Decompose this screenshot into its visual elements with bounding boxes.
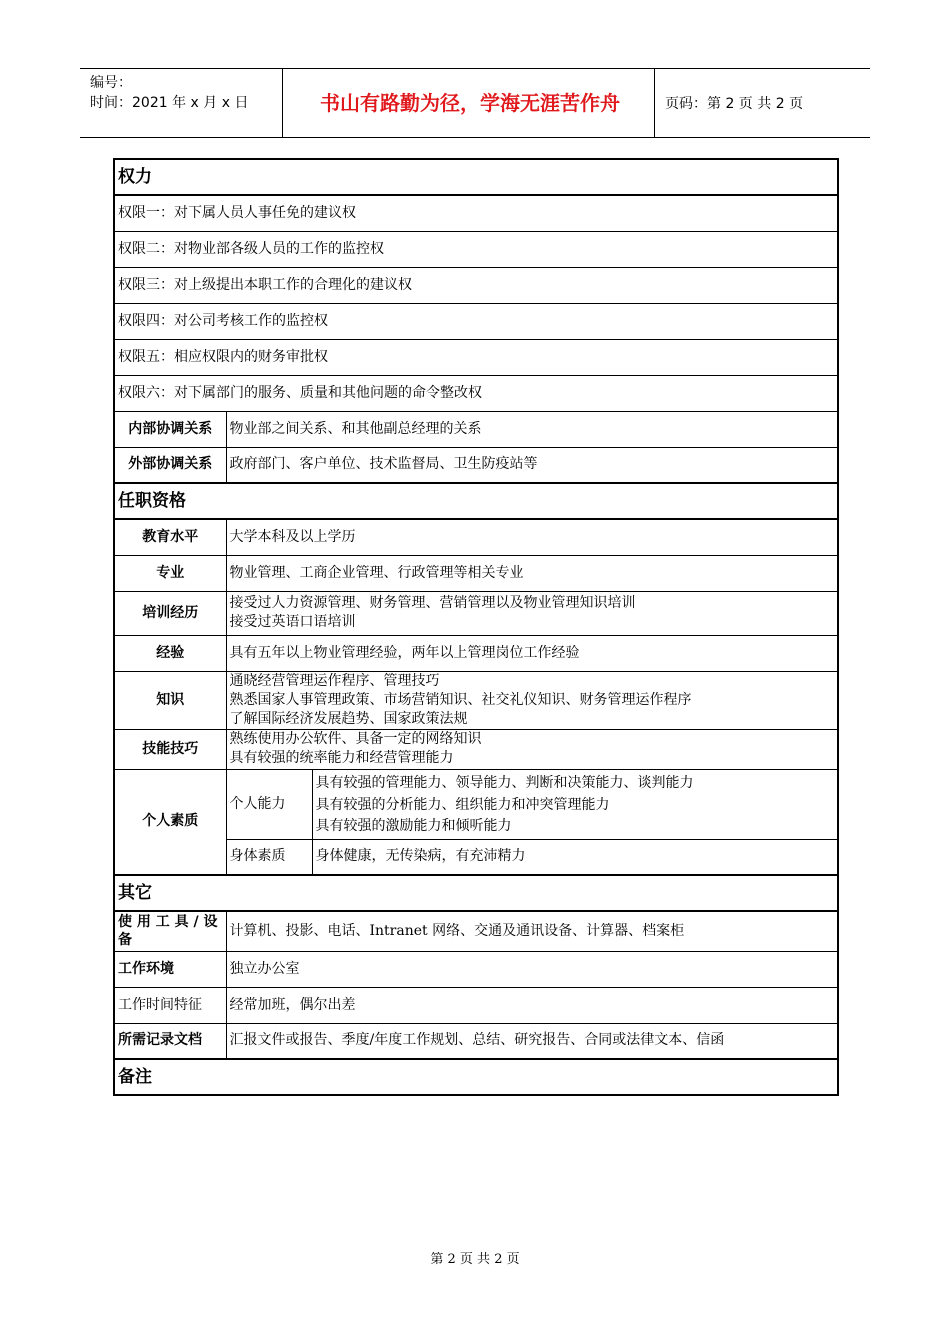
education-label: 教育水平: [114, 519, 226, 555]
major-value: 物业管理、工商企业管理、行政管理等相关专业: [226, 555, 838, 591]
authority-row: [114, 339, 838, 375]
physical-value: 身体健康，无传染病，有充沛精力: [312, 839, 838, 875]
relation-row: [114, 411, 838, 447]
ability-label: 个人能力: [226, 769, 312, 839]
page-footer: 第 2 页 共 2 页: [430, 1252, 520, 1267]
work-time-label: 工作时间特征: [114, 987, 226, 1023]
job-description-table: [113, 158, 839, 1096]
knowledge-value: [226, 671, 838, 729]
authority-item: 权限二：对物业部各级人员的工作的监控权: [114, 231, 838, 267]
qualification-row: [114, 591, 838, 635]
internal-relation-value: 物业部之间关系、和其他副总经理的关系: [226, 411, 838, 447]
external-relation-value: 政府部门、客户单位、技术监督局、卫生防疫站等: [226, 447, 838, 483]
section-power-title: 权力: [114, 159, 838, 195]
other-row: [114, 951, 838, 987]
authority-row: [114, 267, 838, 303]
section-row: [114, 1059, 838, 1095]
other-row: [114, 1023, 838, 1059]
authority-item: 权限五：相应权限内的财务审批权: [114, 339, 838, 375]
qualification-row: [114, 635, 838, 671]
external-relation-label: 外部协调关系: [114, 447, 226, 483]
qualification-row: [114, 671, 838, 729]
ability-value: [312, 769, 838, 839]
knowledge-label: 知识: [114, 671, 226, 729]
experience-label: 经验: [114, 635, 226, 671]
knowledge-line: 了解国际经济发展趋势、国家政策法规: [229, 710, 468, 727]
tools-label: 使 用 工 具 / 设 备: [114, 911, 226, 951]
skills-line: 熟练使用办公软件、具备一定的网络知识: [229, 731, 482, 747]
ability-line: 具有较强的激励能力和倾听能力: [315, 818, 512, 834]
header-meta: [90, 73, 248, 113]
ability-line: 具有较强的分析能力、组织能力和冲突管理能力: [315, 797, 610, 813]
ability-line: 具有较强的管理能力、领导能力、判断和决策能力、谈判能力: [315, 775, 694, 791]
tools-value: 计算机、投影、电话、Intranet 网络、交通及通讯设备、计算器、档案柜: [226, 911, 838, 951]
skills-label: 技能技巧: [114, 729, 226, 769]
section-other-title: 其它: [114, 875, 838, 911]
qualification-row: [114, 519, 838, 555]
qualification-row: [114, 555, 838, 591]
section-remark-title: 备注: [114, 1059, 838, 1095]
header-divider: [654, 69, 655, 137]
experience-value: 具有五年以上物业管理经验，两年以上管理岗位工作经验: [226, 635, 838, 671]
section-row: [114, 159, 838, 195]
authority-item: 权限一：对下属人员人事任免的建议权: [114, 195, 838, 231]
qualification-row: [114, 769, 838, 839]
other-row: [114, 911, 838, 951]
section-row: [114, 483, 838, 519]
physical-label: 身体素质: [226, 839, 312, 875]
records-value: 汇报文件或报告、季度/年度工作规划、总结、研究报告、合同或法律文本、信函: [226, 1023, 838, 1059]
work-environment-value: 独立办公室: [226, 951, 838, 987]
knowledge-line: 熟悉国家人事管理政策、市场营销知识、社交礼仪知识、财务管理运作程序: [229, 691, 692, 708]
major-label: 专业: [114, 555, 226, 591]
qualification-row: [114, 729, 838, 769]
education-value: 大学本科及以上学历: [226, 519, 838, 555]
relation-row: [114, 447, 838, 483]
authority-item: 权限六：对下属部门的服务、质量和其他问题的命令整改权: [114, 375, 838, 411]
authority-item: 权限三：对上级提出本职工作的合理化的建议权: [114, 267, 838, 303]
personal-quality-label: 个人素质: [114, 769, 226, 875]
time-label: 时间：2021 年 x 月 x 日: [90, 95, 249, 111]
work-environment-label: 工作环境: [114, 951, 226, 987]
internal-relation-label: 内部协调关系: [114, 411, 226, 447]
header-divider: [282, 69, 283, 137]
skills-line: 具有较强的统率能力和经营管理能力: [229, 750, 454, 766]
header-motto: 书山有路勤为径，学海无涯苦作舟: [320, 91, 620, 115]
skills-value: [226, 729, 838, 769]
authority-item: 权限四：对公司考核工作的监控权: [114, 303, 838, 339]
authority-row: [114, 375, 838, 411]
page-header: [80, 68, 870, 138]
records-label: 所需记录文档: [114, 1023, 226, 1059]
authority-row: [114, 195, 838, 231]
header-page-number: 页码：第 2 页 共 2 页: [665, 96, 804, 112]
training-label: 培训经历: [114, 591, 226, 635]
other-row: [114, 987, 838, 1023]
authority-row: [114, 303, 838, 339]
work-time-value: 经常加班，偶尔出差: [226, 987, 838, 1023]
section-row: [114, 875, 838, 911]
number-label: 编号：: [90, 75, 132, 91]
training-line: 接受过英语口语培训: [229, 614, 356, 630]
training-value: [226, 591, 838, 635]
training-line: 接受过人力资源管理、财务管理、营销管理以及物业管理知识培训: [229, 595, 636, 611]
section-qualification-title: 任职资格: [114, 483, 838, 519]
knowledge-line: 通晓经营管理运作程序、管理技巧: [229, 672, 440, 689]
authority-row: [114, 231, 838, 267]
